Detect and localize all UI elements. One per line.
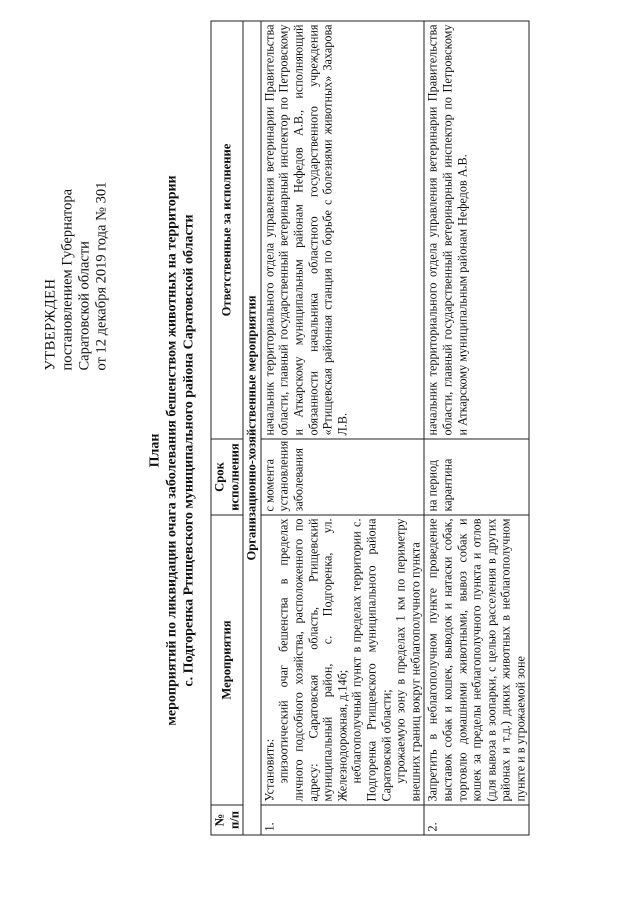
approval-line: от 12 декабря 2019 года № 301	[94, 41, 111, 371]
approval-line: постановлением Губернатора	[60, 41, 77, 371]
header-term: Срок исполнения	[211, 439, 243, 515]
header-measures: Мероприятия	[211, 515, 243, 805]
approval-stamp	[43, 41, 111, 371]
row-measures: Запретить в неблагополучном пункте проведение выставок собак и кошек, выводок и натаски собак, торговлю домашними животными, вывоз собак и кошек за пределы неблагополучного пункта и отлов (для вывоза в зоопарки, с целью расселения в других районах и т.д.) диких животных в неблагополучном пункте и в угрожаемой зоне	[424, 515, 529, 805]
row-term: на период карантина	[424, 439, 529, 515]
document-title	[147, 36, 198, 866]
measure-paragraph: эпизоотический очаг бешенства в пределах личного подсобного хозяйства, расположенного по адресу: Саратовская область, Ртищевский муниципальный район, с. Подгоренка, ул. Железнодорожная, д.14б;	[277, 519, 350, 802]
row-term: с момента установления заболевания	[261, 439, 425, 515]
header-responsible: Ответственные за исполнение	[211, 21, 243, 439]
approval-heading: УТВЕРЖДЕН	[43, 41, 60, 371]
measure-paragraph: неблагополучный пункт в пределах территории с. Подгоренка Ртищевского муниципального района Саратовской области;	[350, 519, 394, 802]
header-num: № п/п	[211, 805, 243, 835]
row-measures	[261, 515, 425, 805]
table-row	[261, 21, 425, 835]
measures-table	[211, 21, 530, 836]
row-responsible: начальник территориального отдела управления ветеринарии Правительства области, главный государственный ветеринарный инспектор по Петровскому и Аткарскому муниципальным районам Нефедов А.В.	[424, 21, 529, 439]
measure-intro: Установить:	[262, 519, 277, 802]
title-line: с. Подгоренка Ртищевского муниципального района Саратовской области	[181, 36, 198, 866]
title-word: План	[147, 36, 164, 866]
measure-paragraph: угрожаемую зону в пределах 1 км по периметру внешних границ вокруг неблагополучного пункта	[394, 519, 423, 802]
row-number: 2.	[424, 805, 529, 835]
table-row	[424, 21, 529, 835]
row-responsible: начальник территориального отдела управления ветеринарии Правительства области, главный государственный ветеринарный инспектор по Петровскому и Аткарскому муниципальным районам Нефедов А.В., исполняющий обязанности начальника областного государственного учреждения «Ртищевская районная станция по борьбе с болезнями животных» Захарова Л.В.	[261, 21, 425, 439]
section-title: Организационно-хозяйственные мероприятия	[243, 21, 261, 835]
title-line: мероприятий по ликвидации очага заболевания бешенством животных на территории	[164, 36, 181, 866]
table-header-row	[211, 21, 243, 835]
document-page	[1, 1, 640, 906]
section-row	[243, 21, 261, 835]
approval-line: Саратовской области	[77, 41, 94, 371]
row-number: 1.	[261, 805, 425, 835]
